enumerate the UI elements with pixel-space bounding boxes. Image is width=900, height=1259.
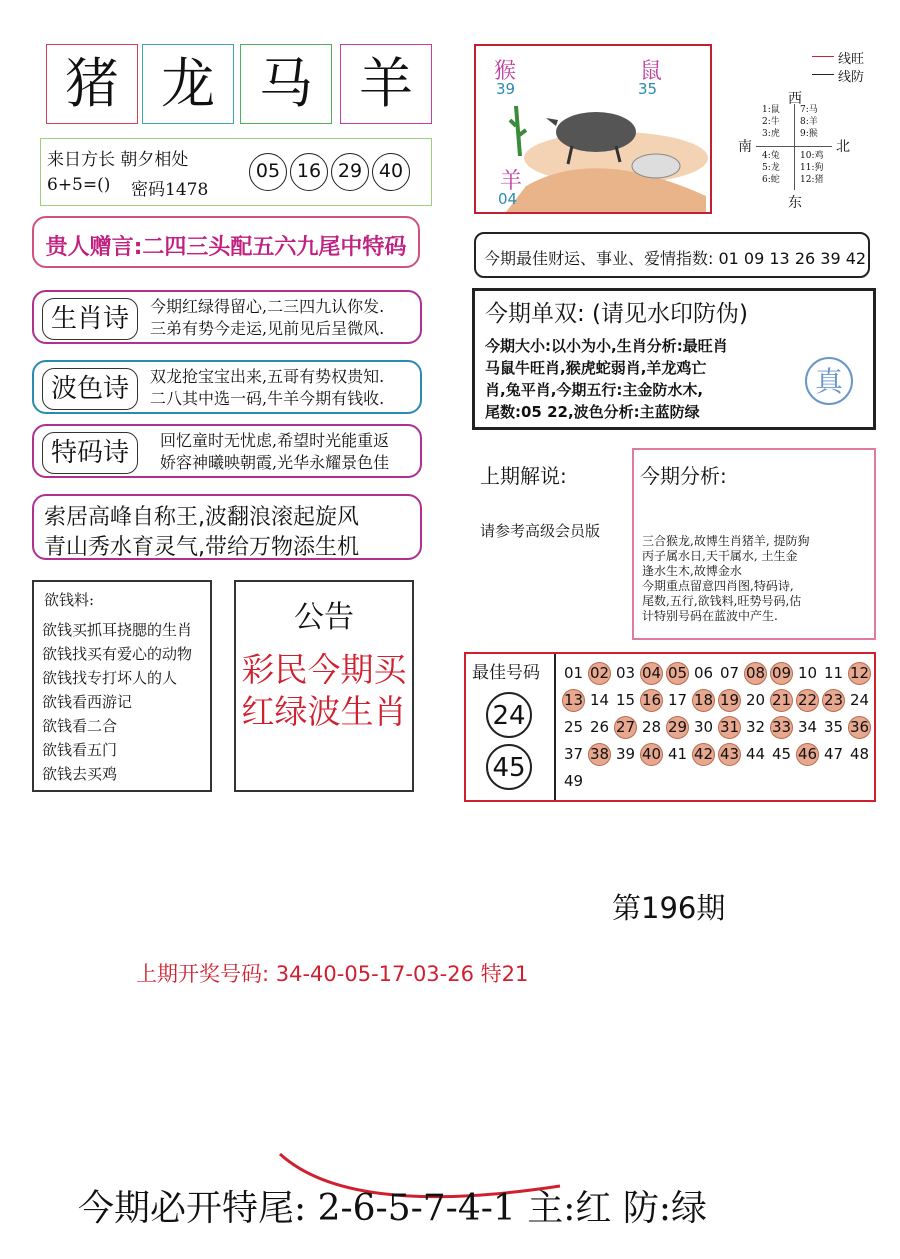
number-cell: 42 — [692, 743, 715, 766]
number-cell: 23 — [822, 689, 845, 712]
dir-east: 东 — [788, 195, 802, 211]
poem-box-special — [32, 424, 422, 478]
number-cell: 12 — [848, 662, 871, 685]
rat-number: 35 — [638, 80, 658, 98]
notice-line2: 红绿波生肖 — [241, 692, 407, 731]
lucky-line2b: 密码1478 — [131, 180, 209, 200]
lucky-number: 40 — [372, 153, 410, 191]
number-cell: 05 — [666, 662, 689, 685]
lucky-number: 29 — [331, 153, 369, 191]
number-cell: 48 — [849, 745, 870, 763]
number-cell: 39 — [615, 745, 636, 763]
grid-cell: 9:猴 — [800, 129, 818, 139]
analysis-line: 尾数,五行,欲钱料,旺势号码,估 — [642, 594, 802, 608]
monkey-number: 39 — [496, 80, 516, 98]
number-cell: 02 — [588, 662, 611, 685]
number-cell: 18 — [692, 689, 715, 712]
number-cell: 15 — [615, 691, 636, 709]
rat-label: 鼠 — [640, 59, 663, 84]
number-cell: 22 — [796, 689, 819, 712]
number-cell: 10 — [797, 664, 818, 682]
number-cell: 40 — [640, 743, 663, 766]
analysis-title: 今期分析: — [640, 464, 727, 488]
grid-cell: 2:牛 — [762, 117, 780, 127]
noble-words-box — [32, 216, 420, 268]
poem-tag: 生肖诗 — [42, 298, 138, 340]
legend-label-1: 线旺 — [838, 52, 865, 67]
compass-hline — [756, 146, 832, 147]
legend-label-2: 线防 — [838, 70, 865, 85]
number-cell: 31 — [718, 716, 741, 739]
number-cell: 29 — [666, 716, 689, 739]
best-label-cell — [466, 654, 556, 800]
compass — [730, 40, 880, 216]
number-cell: 24 — [849, 691, 870, 709]
grid-cell: 5:龙 — [762, 163, 780, 173]
fortune-box — [474, 232, 870, 278]
poem-line: 二八其中选一码,牛羊今期有钱收. — [150, 389, 385, 408]
legend-line-black — [812, 74, 834, 75]
best-numbers-box — [464, 652, 876, 802]
analysis-lines — [642, 534, 809, 624]
number-cell: 13 — [562, 689, 585, 712]
number-cell: 19 — [718, 689, 741, 712]
money-list — [42, 618, 192, 786]
verse-line1: 索居高峰自称王,波翻浪滚起旋风 — [44, 505, 359, 530]
money-item: 欲钱买抓耳挠腮的生肖 — [42, 621, 193, 639]
grid-top-right — [800, 104, 818, 140]
zodiac-box-4: 羊 — [340, 44, 432, 124]
poem-line: 今期红绿得留心,二三四九认你发. — [150, 297, 385, 316]
money-item: 欲钱找买有爱心的动物 — [42, 645, 193, 663]
number-cell: 04 — [640, 662, 663, 685]
grid-bottom-left — [762, 150, 780, 186]
number-cell: 47 — [823, 745, 844, 763]
number-cell: 28 — [641, 718, 662, 736]
analysis-line: 丙子属水日,天干属水, 土生金 — [642, 549, 798, 563]
number-row — [562, 716, 874, 743]
notice-box — [234, 580, 414, 792]
bottom-special-tail: 今期必开特尾: 2-6-5-7-4-1 主:红 防:绿 — [78, 1188, 707, 1229]
zodiac-box-1: 猪 — [46, 44, 138, 124]
last-explain-title: 上期解说: — [480, 464, 567, 488]
single-double-line4: 尾数:05 22,波色分析:主蓝防绿 — [485, 403, 700, 421]
number-cell: 25 — [563, 718, 584, 736]
best-big-number: 45 — [486, 744, 532, 790]
analysis-line: 三合猴龙,故博生肖猪羊, 提防狗 — [642, 534, 810, 548]
poem-line: 回忆童时无忧虑,希望时光能重返 — [160, 431, 390, 450]
lucky-numbers — [249, 153, 413, 191]
money-title: 欲钱料: — [44, 591, 95, 609]
last-draw: 上期开奖号码: 34-40-05-17-03-26 特21 — [136, 962, 529, 986]
noble-words: 贵人赠言:二四三头配五六九尾中特码 — [45, 235, 407, 260]
single-double-stamp: 真 — [805, 357, 853, 405]
money-item: 欲钱去买鸡 — [42, 765, 118, 783]
number-cell: 32 — [745, 718, 766, 736]
lucky-line2a: 6+5=() — [47, 175, 111, 195]
zodiac-box-3: 马 — [240, 44, 332, 124]
notice-line1: 彩民今期买 — [241, 650, 407, 689]
number-cell: 33 — [770, 716, 793, 739]
number-row — [562, 689, 874, 716]
single-double-line3: 肖,兔平肖,今期五行:主金防水木, — [485, 381, 704, 399]
number-cell: 14 — [589, 691, 610, 709]
grid-cell: 4:兔 — [762, 151, 780, 161]
number-cell: 49 — [563, 772, 584, 790]
number-cell: 16 — [640, 689, 663, 712]
grid-cell: 11:狗 — [800, 163, 824, 173]
number-cell: 09 — [770, 662, 793, 685]
number-cell: 26 — [589, 718, 610, 736]
money-item: 欲钱看二合 — [42, 717, 118, 735]
grid-cell: 8:羊 — [800, 117, 818, 127]
number-cell: 08 — [744, 662, 767, 685]
grid-top-left — [762, 104, 780, 140]
goat-number: 04 — [498, 190, 518, 208]
number-cell: 43 — [718, 743, 741, 766]
analysis-line: 今期重点留意四肖图,特码诗, — [642, 579, 794, 593]
best-label: 最佳号码 — [472, 663, 540, 683]
number-cell: 07 — [719, 664, 740, 682]
monkey-label: 猴 — [494, 59, 517, 84]
lucky-line1: 来日方长 朝夕相处 — [47, 150, 189, 170]
dir-west: 西 — [788, 91, 802, 107]
lucky-number: 05 — [249, 153, 287, 191]
poem-tag: 特码诗 — [42, 432, 138, 474]
number-cell: 35 — [823, 718, 844, 736]
poem-line: 娇容神曦映朝霞,光华永耀景色佳 — [160, 453, 390, 472]
grid-bottom-right — [800, 150, 824, 186]
legend-line-red — [812, 56, 834, 57]
dir-south: 南 — [738, 139, 752, 155]
number-cell: 20 — [745, 691, 766, 709]
number-cell: 11 — [823, 664, 844, 682]
dir-north: 北 — [836, 139, 850, 155]
number-cell: 36 — [848, 716, 871, 739]
number-cell: 21 — [770, 689, 793, 712]
lucky-number: 16 — [290, 153, 328, 191]
single-double-line2: 马鼠牛旺肖,猴虎蛇弱肖,羊龙鸡亡 — [485, 359, 707, 377]
number-cell: 38 — [588, 743, 611, 766]
number-row — [562, 743, 874, 770]
number-cell: 46 — [796, 743, 819, 766]
number-cell: 41 — [667, 745, 688, 763]
grid-cell: 1:鼠 — [762, 105, 780, 115]
fortune-text: 今期最佳财运、事业、爱情指数: 01 09 13 26 39 42 — [484, 249, 867, 268]
compass-vline — [794, 104, 795, 190]
poem-line: 三弟有势今走运,见前见后呈微风. — [150, 319, 385, 338]
number-cell: 34 — [797, 718, 818, 736]
grid-cell: 7:马 — [800, 105, 818, 115]
number-row — [562, 770, 874, 797]
zodiac-picture — [474, 44, 712, 214]
poem-box-zodiac — [32, 290, 422, 344]
analysis-box — [632, 448, 876, 640]
notice-title: 公告 — [294, 600, 354, 635]
single-double-title: 今期单双: (请见水印防伪) — [485, 301, 749, 327]
number-cell: 44 — [745, 745, 766, 763]
number-cell: 27 — [614, 716, 637, 739]
analysis-line: 计特别号码在蓝波中产生. — [642, 609, 778, 623]
poem-line: 双龙抢宝宝出来,五哥有势权贵知. — [150, 367, 385, 386]
number-cell: 17 — [667, 691, 688, 709]
best-big-number: 24 — [486, 692, 532, 738]
zodiac-box-2: 龙 — [142, 44, 234, 124]
money-item: 欲钱看西游记 — [42, 693, 133, 711]
lucky-box — [40, 138, 432, 206]
grid-cell: 10:鸡 — [800, 151, 824, 161]
grid-cell: 12:猪 — [800, 175, 824, 185]
money-item: 欲钱找专打坏人的人 — [42, 669, 178, 687]
grid-cell: 6:蛇 — [762, 175, 780, 185]
number-row — [562, 662, 874, 689]
number-cell: 45 — [771, 745, 792, 763]
single-double-line1: 今期大小:以小为小,生肖分析:最旺肖 — [485, 337, 728, 355]
number-grid — [562, 662, 874, 797]
verse-line2: 青山秀水育灵气,带给万物添生机 — [44, 535, 359, 560]
number-cell: 06 — [693, 664, 714, 682]
money-item: 欲钱看五门 — [42, 741, 118, 759]
number-cell: 01 — [563, 664, 584, 682]
analysis-line: 逢水生木,故博金水 — [642, 564, 742, 578]
poem-tag: 波色诗 — [42, 368, 138, 410]
verse-box — [32, 494, 422, 560]
poem-box-color — [32, 360, 422, 414]
goat-label: 羊 — [500, 169, 523, 194]
last-explain-body: 请参考高级会员版 — [480, 522, 601, 540]
number-cell: 03 — [615, 664, 636, 682]
grid-cell: 3:虎 — [762, 129, 780, 139]
number-cell: 30 — [693, 718, 714, 736]
money-box — [32, 580, 212, 792]
number-cell: 37 — [563, 745, 584, 763]
single-double-box — [472, 288, 876, 430]
issue-number: 第196期 — [612, 891, 726, 925]
